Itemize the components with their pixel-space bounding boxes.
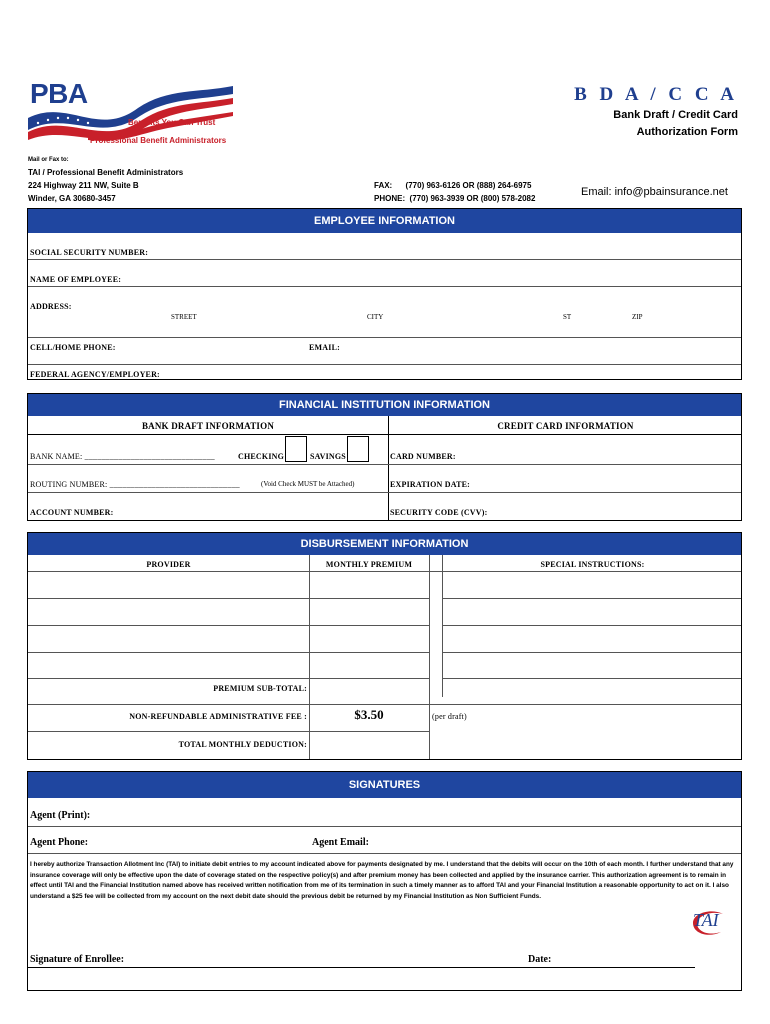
pba-logo <box>28 78 238 148</box>
checking-label: CHECKING <box>238 452 285 461</box>
agent-print-label: Agent (Print): <box>30 810 91 821</box>
zip-label: ZIP <box>632 313 643 321</box>
logo-subtitle: Professional Benefit Administrators <box>90 136 227 145</box>
per-draft-note: (per draft) <box>432 712 467 721</box>
admin-fee-value: $3.50 <box>354 707 384 722</box>
address-label: ADDRESS: <box>30 302 72 311</box>
form-code: B D A / C C A <box>574 84 738 105</box>
state-label: ST <box>563 313 572 321</box>
account-number-label: ACCOUNT NUMBER: <box>30 508 114 517</box>
address-line-3: Winder, GA 30680-3457 <box>28 194 116 203</box>
tai-logo-text: TAI <box>693 910 719 930</box>
form-title-line-2: Authorization Form <box>636 126 738 138</box>
special-instructions-heading: SPECIAL INSTRUCTIONS: <box>540 560 645 569</box>
card-number-label: CARD NUMBER: <box>390 452 456 461</box>
checking-checkbox[interactable] <box>285 436 307 462</box>
bank-draft-heading: BANK DRAFT INFORMATION <box>141 421 275 431</box>
agent-phone-label: Agent Phone: <box>30 837 89 848</box>
agent-email-label: Agent Email: <box>312 837 369 848</box>
subtotal-label: PREMIUM SUB-TOTAL: <box>213 684 307 693</box>
agency-label: FEDERAL AGENCY/EMPLOYER: <box>30 370 160 379</box>
bank-name-label: BANK NAME: _______________________________ <box>30 452 215 461</box>
disbursement-banner: DISBURSEMENT INFORMATION <box>28 533 741 555</box>
employee-banner: EMPLOYEE INFORMATION <box>28 209 741 233</box>
authorization-disclaimer: I hereby authorize Transaction Allotment Inc (TAI) to initiate debit entries to my account indicated above for payments designated by me. I understand that the debits will occur on the 10th of each month. I further understand that any insurance coverage will only be effective upon the date of coverage stated on the respective policy(s) and after premium money has been collected and applied by the insurance carrier. This authorization agreement is to remain in effect until TAI and the Financial Institution named above has received written notification from me of its termination in such a timely manner as to afford TAI and your Financial Institution a reasonable opportunity to act on it. I also understand a $25 fee will be collected from my account on the next debit date should the previous debit be returned by my Financial Institution as Non Sufficient Funds. <box>30 861 734 900</box>
provider-heading: PROVIDER <box>146 560 191 569</box>
security-code-label: SECURITY CODE (CVV): <box>390 508 488 517</box>
street-label: STREET <box>171 313 197 321</box>
contact-email: Email: info@pbainsurance.net <box>581 186 728 198</box>
signature-label: Signature of Enrollee: <box>30 954 125 965</box>
routing-label: ROUTING NUMBER: _______________________________ <box>30 480 240 489</box>
date-label: Date: <box>528 954 552 965</box>
employee-section <box>27 208 742 380</box>
email-label: EMAIL: <box>309 343 340 352</box>
phone-number: PHONE: (770) 963-3939 OR (800) 578-2082 <box>374 194 536 203</box>
signatures-banner: SIGNATURES <box>28 772 741 798</box>
logo-text: PBA <box>30 78 88 109</box>
financial-banner: FINANCIAL INSTITUTION INFORMATION <box>28 394 741 416</box>
fax-number: FAX: (770) 963-6126 OR (888) 264-6975 <box>374 181 532 190</box>
admin-fee-label: NON-REFUNDABLE ADMINISTRATIVE FEE : <box>129 712 307 721</box>
savings-label: SAVINGS <box>310 452 346 461</box>
credit-card-heading: CREDIT CARD INFORMATION <box>497 421 634 431</box>
logo-tagline: Benefits You Can Trust <box>128 118 216 127</box>
disbursement-section <box>27 532 742 760</box>
phone-label: CELL/HOME PHONE: <box>30 343 116 352</box>
financial-section <box>27 393 742 521</box>
monthly-premium-heading: MONTHLY PREMIUM <box>325 560 413 569</box>
total-deduction-label: TOTAL MONTHLY DEDUCTION: <box>178 740 307 749</box>
mail-or-fax-label: Mail or Fax to: <box>28 157 69 163</box>
address-line-1: TAI / Professional Benefit Administrators <box>28 168 184 177</box>
city-label: CITY <box>367 313 384 321</box>
tai-logo <box>693 910 719 931</box>
form-title-line-1: Bank Draft / Credit Card <box>613 109 738 121</box>
ssn-label: SOCIAL SECURITY NUMBER: <box>30 248 149 257</box>
expiration-label: EXPIRATION DATE: <box>390 480 471 489</box>
savings-checkbox[interactable] <box>347 436 369 462</box>
employee-name-label: NAME OF EMPLOYEE: <box>30 275 122 284</box>
address-line-2: 224 Highway 211 NW, Suite B <box>28 181 139 190</box>
void-check-note: (Void Check MUST be Attached) <box>261 480 355 488</box>
